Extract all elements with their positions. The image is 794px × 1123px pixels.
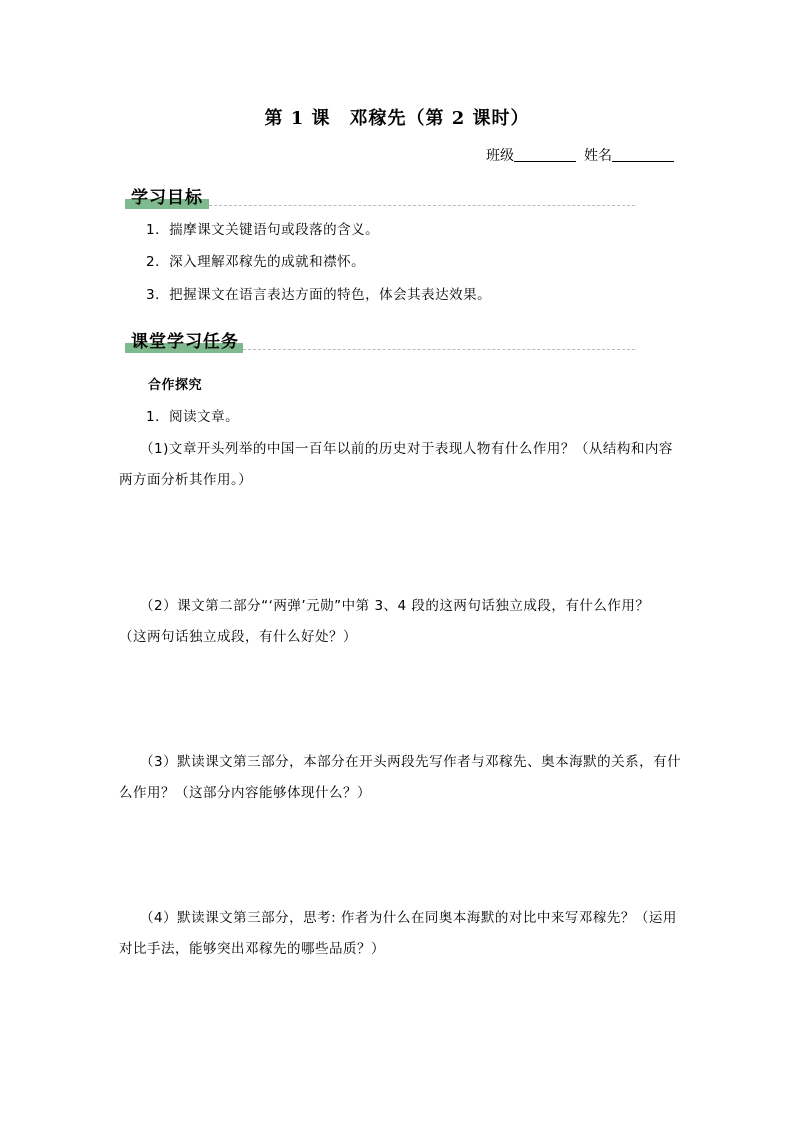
section-heading-label: 课堂学习任务	[131, 332, 239, 352]
question-line: 两方面分析其作用。）	[119, 472, 253, 488]
name-blank[interactable]	[612, 147, 674, 162]
name-label: 姓名	[584, 148, 612, 164]
subheading: 合作探究	[148, 378, 203, 393]
question-line: 对比手法，能够突出邓稼先的哪些品质？）	[119, 941, 385, 957]
question-line: （3）默读课文第三部分，本部分在开头两段先写作者与邓稼先、奥本海默的关系，有什	[140, 754, 682, 770]
dashed-divider	[243, 349, 635, 350]
question-line: （2）课文第二部分“‘两弹’元勋”中第 3、4 段的这两句话独立成段，有什么作用？	[140, 598, 650, 614]
question-line: （1)文章开头列举的中国一百年以前的历史对于表现人物有什么作用？（从结构和内容	[140, 441, 673, 457]
question-line: （这两句话独立成段，有什么好处？）	[119, 629, 357, 645]
dashed-divider	[209, 205, 635, 206]
objective-item: 1．揣摩课文关键语句或段落的含义。	[146, 222, 380, 238]
question-line: 么作用？（这部分内容能够体现什么？）	[119, 785, 371, 801]
name-fields	[486, 145, 674, 165]
objective-item: 3．把握课文在语言表达方面的特色，体会其表达效果。	[146, 287, 492, 303]
page-title: 第 1 课 邓稼先（第 2 课时）	[264, 108, 530, 129]
objective-item: 2．深入理解邓稼先的成就和襟怀。	[146, 254, 366, 270]
section-heading-objectives	[125, 185, 635, 209]
class-blank[interactable]	[514, 147, 576, 162]
section-heading-label: 学习目标	[131, 188, 203, 208]
question-line: （4）默读课文第三部分，思考: 作者为什么在同奥本海默的对比中来写邓稼先？（运用	[140, 910, 677, 926]
section-heading-tasks	[125, 329, 635, 353]
task-label: 1．阅读文章。	[146, 409, 240, 425]
class-label: 班级	[486, 148, 514, 164]
